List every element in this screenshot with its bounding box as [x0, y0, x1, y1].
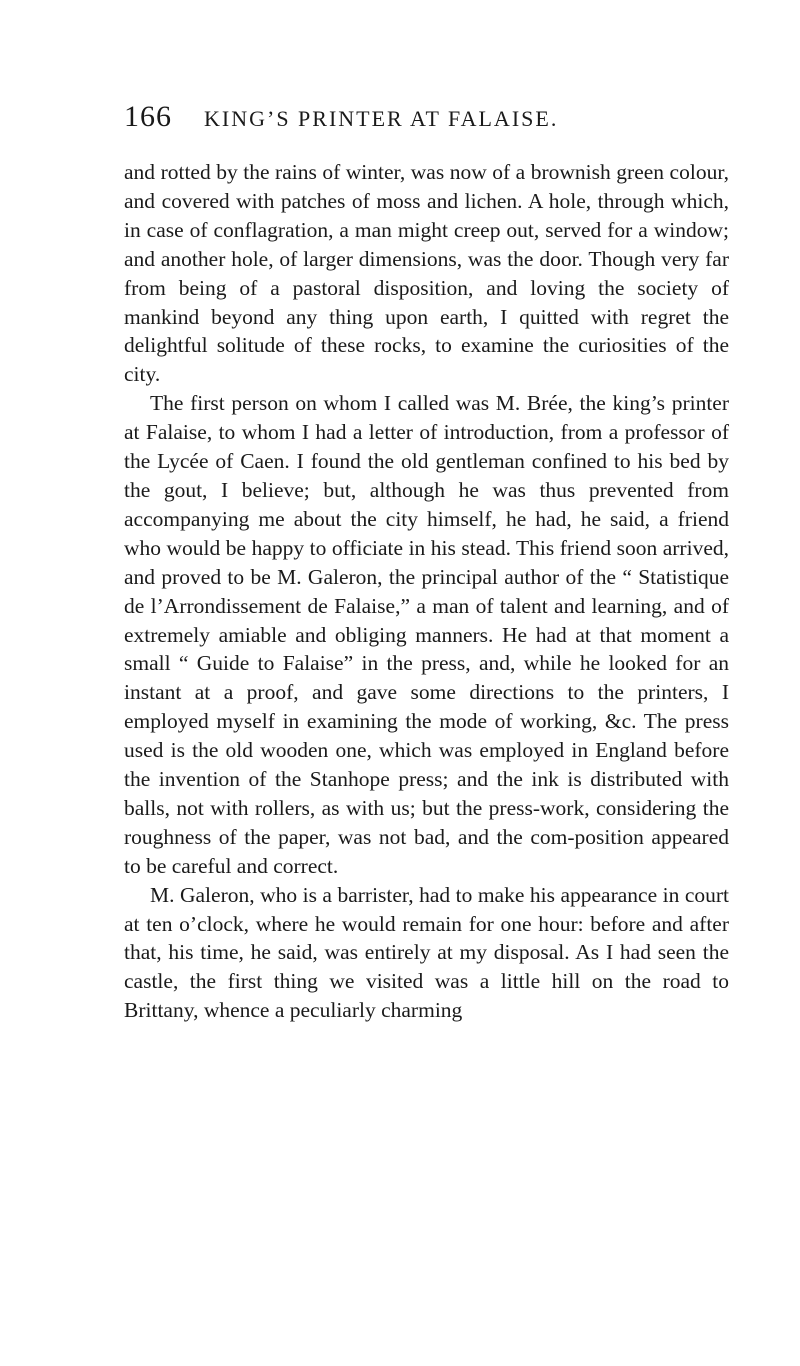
running-title: KING’S PRINTER AT FALAISE. [204, 106, 559, 131]
paragraph-king-printer: The first person on whom I called was M. Brée, the king’s printer at Falaise, to whom I had a letter of introduction, from a professor of the Lycée of Caen. I found the old gentleman confined to his bed by the gout, I believe; but, although he was thus prevented from accompanying me about the city himself, he had, he said, a friend who would be happy to officiate in his stead. This friend soon arrived, and proved to be M. Galeron, the principal author of the “ Statistique de l’Arrondissement de Falaise,” a man of talent and learning, and of extremely amiable and obliging manners. He had at that moment a small “ Guide to Falaise” in the press, and, while he looked for an instant at a proof, and gave some directions to the printers, I employed myself in examining the mode of working, &c. The press used is the old wooden one, which was employed in England before the invention of the Stanhope press; and the ink is distributed with balls, not with rollers, as with us; but the press-work, considering the roughness of the paper, was not bad, and the com-position appeared to be careful and correct. [124, 391, 729, 878]
paragraph-continuation: and rotted by the rains of winter, was now of a brownish green colour, and covered with patches of moss and lichen. A hole, through which, in case of conflagration, a man might creep out, served for a window; and another hole, of larger dimensions, was the door. Though very far from being of a pastoral disposition, and loving the society of mankind beyond any thing upon earth, I quitted with regret the delightful solitude of these rocks, to examine the curiosities of the city. [124, 160, 729, 387]
body-text [124, 158, 729, 1025]
page-number: 166 [124, 100, 172, 133]
running-head [124, 100, 729, 134]
paragraph-galeron: M. Galeron, who is a barrister, had to make his appearance in court at ten o’clock, where he would remain for one hour: before and after that, his time, he said, was entirely at my disposal. As I had seen the castle, the first thing we visited was a little hill on the road to Brittany, whence a peculiarly charming [124, 882, 729, 1023]
